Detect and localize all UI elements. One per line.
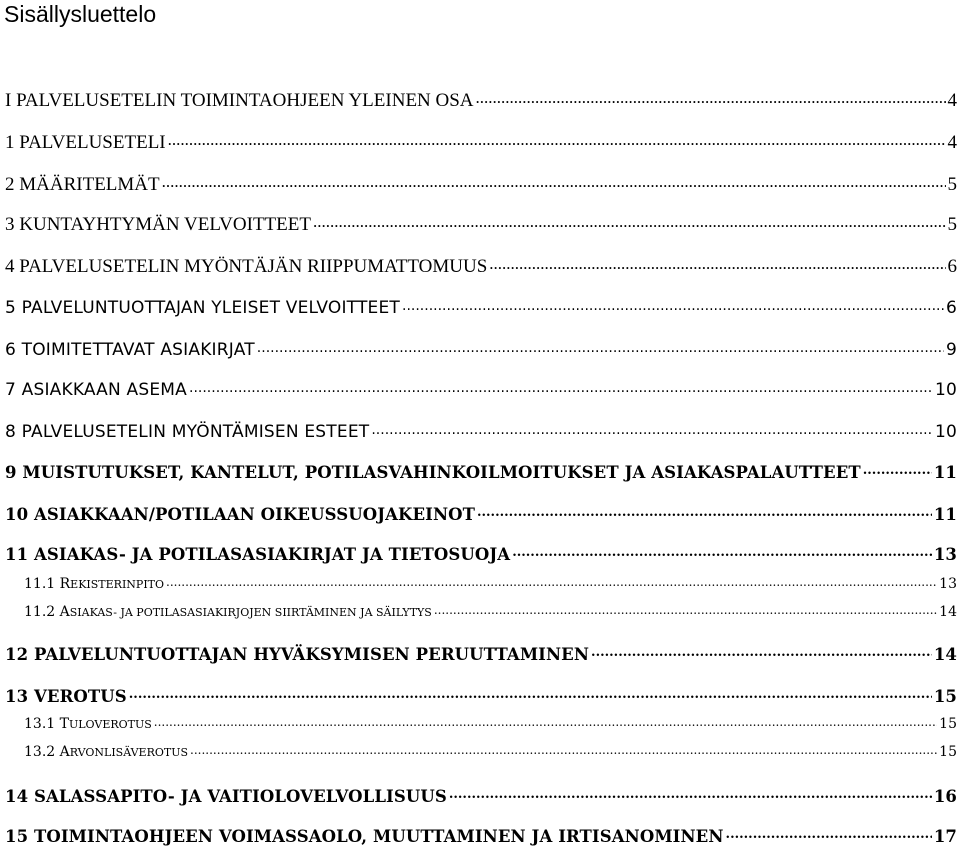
dot-leader	[434, 598, 937, 620]
toc-entry[interactable]	[5, 678, 957, 706]
toc-entry[interactable]	[5, 208, 957, 236]
toc-entry-page: 9	[945, 340, 957, 360]
toc-entry[interactable]	[5, 126, 957, 154]
dot-leader	[190, 738, 937, 760]
toc-subentry-rest: ULOVEROTUS	[68, 718, 152, 731]
toc-subentry-initial: A	[59, 604, 70, 620]
dot-leader	[489, 250, 945, 278]
toc-entry[interactable]	[5, 454, 957, 482]
toc-entry-page: 15	[939, 744, 957, 760]
toc-subentry-label	[24, 604, 432, 620]
toc-subentry[interactable]	[24, 570, 957, 592]
toc-entry-page: 11	[933, 463, 957, 482]
dot-leader	[313, 208, 946, 236]
toc-subentry-label	[24, 744, 188, 760]
toc-entry[interactable]	[5, 636, 957, 664]
toc-entry-page: 16	[933, 787, 957, 806]
toc-entry-page: 13	[933, 545, 957, 564]
dot-leader	[371, 414, 933, 442]
toc-subentry-rest: EKISTERINPITO	[70, 578, 165, 591]
toc-entry-label: 3 KUNTAYHTYMÄN VELVOITTEET	[5, 214, 311, 235]
toc-entry[interactable]	[5, 778, 957, 806]
dot-leader	[402, 290, 944, 318]
toc-entry[interactable]	[5, 536, 957, 564]
dot-leader	[477, 496, 932, 524]
dot-leader	[162, 168, 946, 196]
toc-entry-label: 4 PALVELUSETELIN MYÖNTÄJÄN RIIPPUMATTOMUUS	[5, 256, 488, 277]
toc-subentry[interactable]	[24, 738, 957, 760]
toc-subentry-number: 13.1	[24, 716, 56, 732]
toc-entry-label: 12 PALVELUNTUOTTAJAN HYVÄKSYMISEN PERUUTTAMINEN	[5, 645, 590, 664]
toc-entry-page: 4	[947, 90, 957, 111]
toc-subentry-initial: A	[59, 744, 70, 760]
toc-entry[interactable]	[5, 332, 957, 360]
toc-entry-page: 15	[933, 687, 957, 706]
toc-subentry-rest: SIAKAS- JA POTILASASIAKIRJOJEN SIIRTÄMINEN JA SÄILYTYS	[69, 606, 432, 619]
toc-entry[interactable]	[5, 250, 957, 278]
toc-entry-page: 13	[939, 576, 957, 592]
toc-entry-label: 5 PALVELUNTUOTTAJAN YLEISET VELVOITTEET	[5, 298, 400, 318]
toc-entry-label: 2 MÄÄRITELMÄT	[5, 174, 160, 195]
toc-entry-page: 11	[933, 505, 957, 524]
toc-entry-label: I PALVELUSETELIN TOIMINTAOHJEEN YLEINEN OSA	[5, 90, 474, 111]
toc-entry[interactable]	[5, 168, 957, 196]
toc-entry-page: 5	[947, 174, 957, 195]
toc-entry-label: 15 TOIMINTAOHJEEN VOIMASSAOLO, MUUTTAMINEN JA IRTISANOMINEN	[5, 827, 724, 846]
dot-leader	[257, 332, 944, 360]
dot-leader	[863, 454, 932, 482]
dot-leader	[168, 126, 946, 154]
toc-entry-page: 10	[934, 380, 957, 400]
dot-leader	[449, 778, 932, 806]
toc-subentry-label	[24, 716, 152, 732]
toc-entry-label: 7 ASIAKKAAN ASEMA	[5, 380, 187, 400]
page-title: Sisällysluettelo	[4, 1, 157, 27]
toc-entry-page: 17	[933, 827, 957, 846]
toc-entry[interactable]	[5, 84, 957, 112]
toc-subentry-label	[24, 576, 164, 592]
toc-entry-label: 1 PALVELUSETELI	[5, 132, 166, 153]
dot-leader	[726, 818, 932, 846]
toc-subentry-initial: R	[59, 576, 71, 592]
dot-leader	[154, 710, 937, 732]
toc-entry-page: 4	[947, 132, 957, 153]
toc-entry-label: 6 TOIMITETTAVAT ASIAKIRJAT	[5, 340, 255, 360]
toc-entry[interactable]	[5, 496, 957, 524]
toc-entry[interactable]	[5, 372, 957, 400]
toc-entry-page: 10	[934, 422, 957, 442]
toc-subentry-initial: T	[59, 716, 69, 732]
dot-leader	[166, 570, 937, 592]
toc-subentry[interactable]	[24, 598, 957, 620]
toc-entry-label: 13 VEROTUS	[5, 687, 127, 706]
toc-entry[interactable]	[5, 818, 957, 846]
dot-leader	[189, 372, 933, 400]
toc-entry[interactable]	[5, 414, 957, 442]
toc-entry-label: 14 SALASSAPITO- JA VAITIOLOVELVOLLISUUS	[5, 787, 447, 806]
toc-entry-page: 14	[933, 645, 957, 664]
dot-leader	[512, 536, 932, 564]
toc-entry-label: 11 ASIAKAS- JA POTILASASIAKIRJAT JA TIETOSUOJA	[5, 545, 511, 564]
toc-entry-page: 14	[939, 604, 957, 620]
toc-entry-page: 15	[939, 716, 957, 732]
dot-leader	[591, 636, 932, 664]
dot-leader	[476, 84, 946, 112]
toc-entry-page: 6	[947, 256, 957, 277]
toc-subentry-number: 11.1	[24, 576, 56, 592]
toc-entry-label: 10 ASIAKKAAN/POTILAAN OIKEUSSUOJAKEINOT	[5, 505, 475, 524]
toc-subentry-number: 13.2	[24, 744, 56, 760]
toc-subentry[interactable]	[24, 710, 957, 732]
toc-entry-label: 8 PALVELUSETELIN MYÖNTÄMISEN ESTEET	[5, 422, 370, 442]
toc-subentry-rest: RVONLISÄVEROTUS	[69, 746, 189, 759]
toc-entry-page: 6	[945, 298, 957, 318]
dot-leader	[129, 678, 932, 706]
toc-entry-page: 5	[947, 214, 957, 235]
toc-entry[interactable]	[5, 290, 957, 318]
toc-entry-label: 9 MUISTUTUKSET, KANTELUT, POTILASVAHINKOILMOITUKSET JA ASIAKASPALAUTTEET	[5, 463, 861, 482]
toc-subentry-number: 11.2	[24, 604, 56, 620]
